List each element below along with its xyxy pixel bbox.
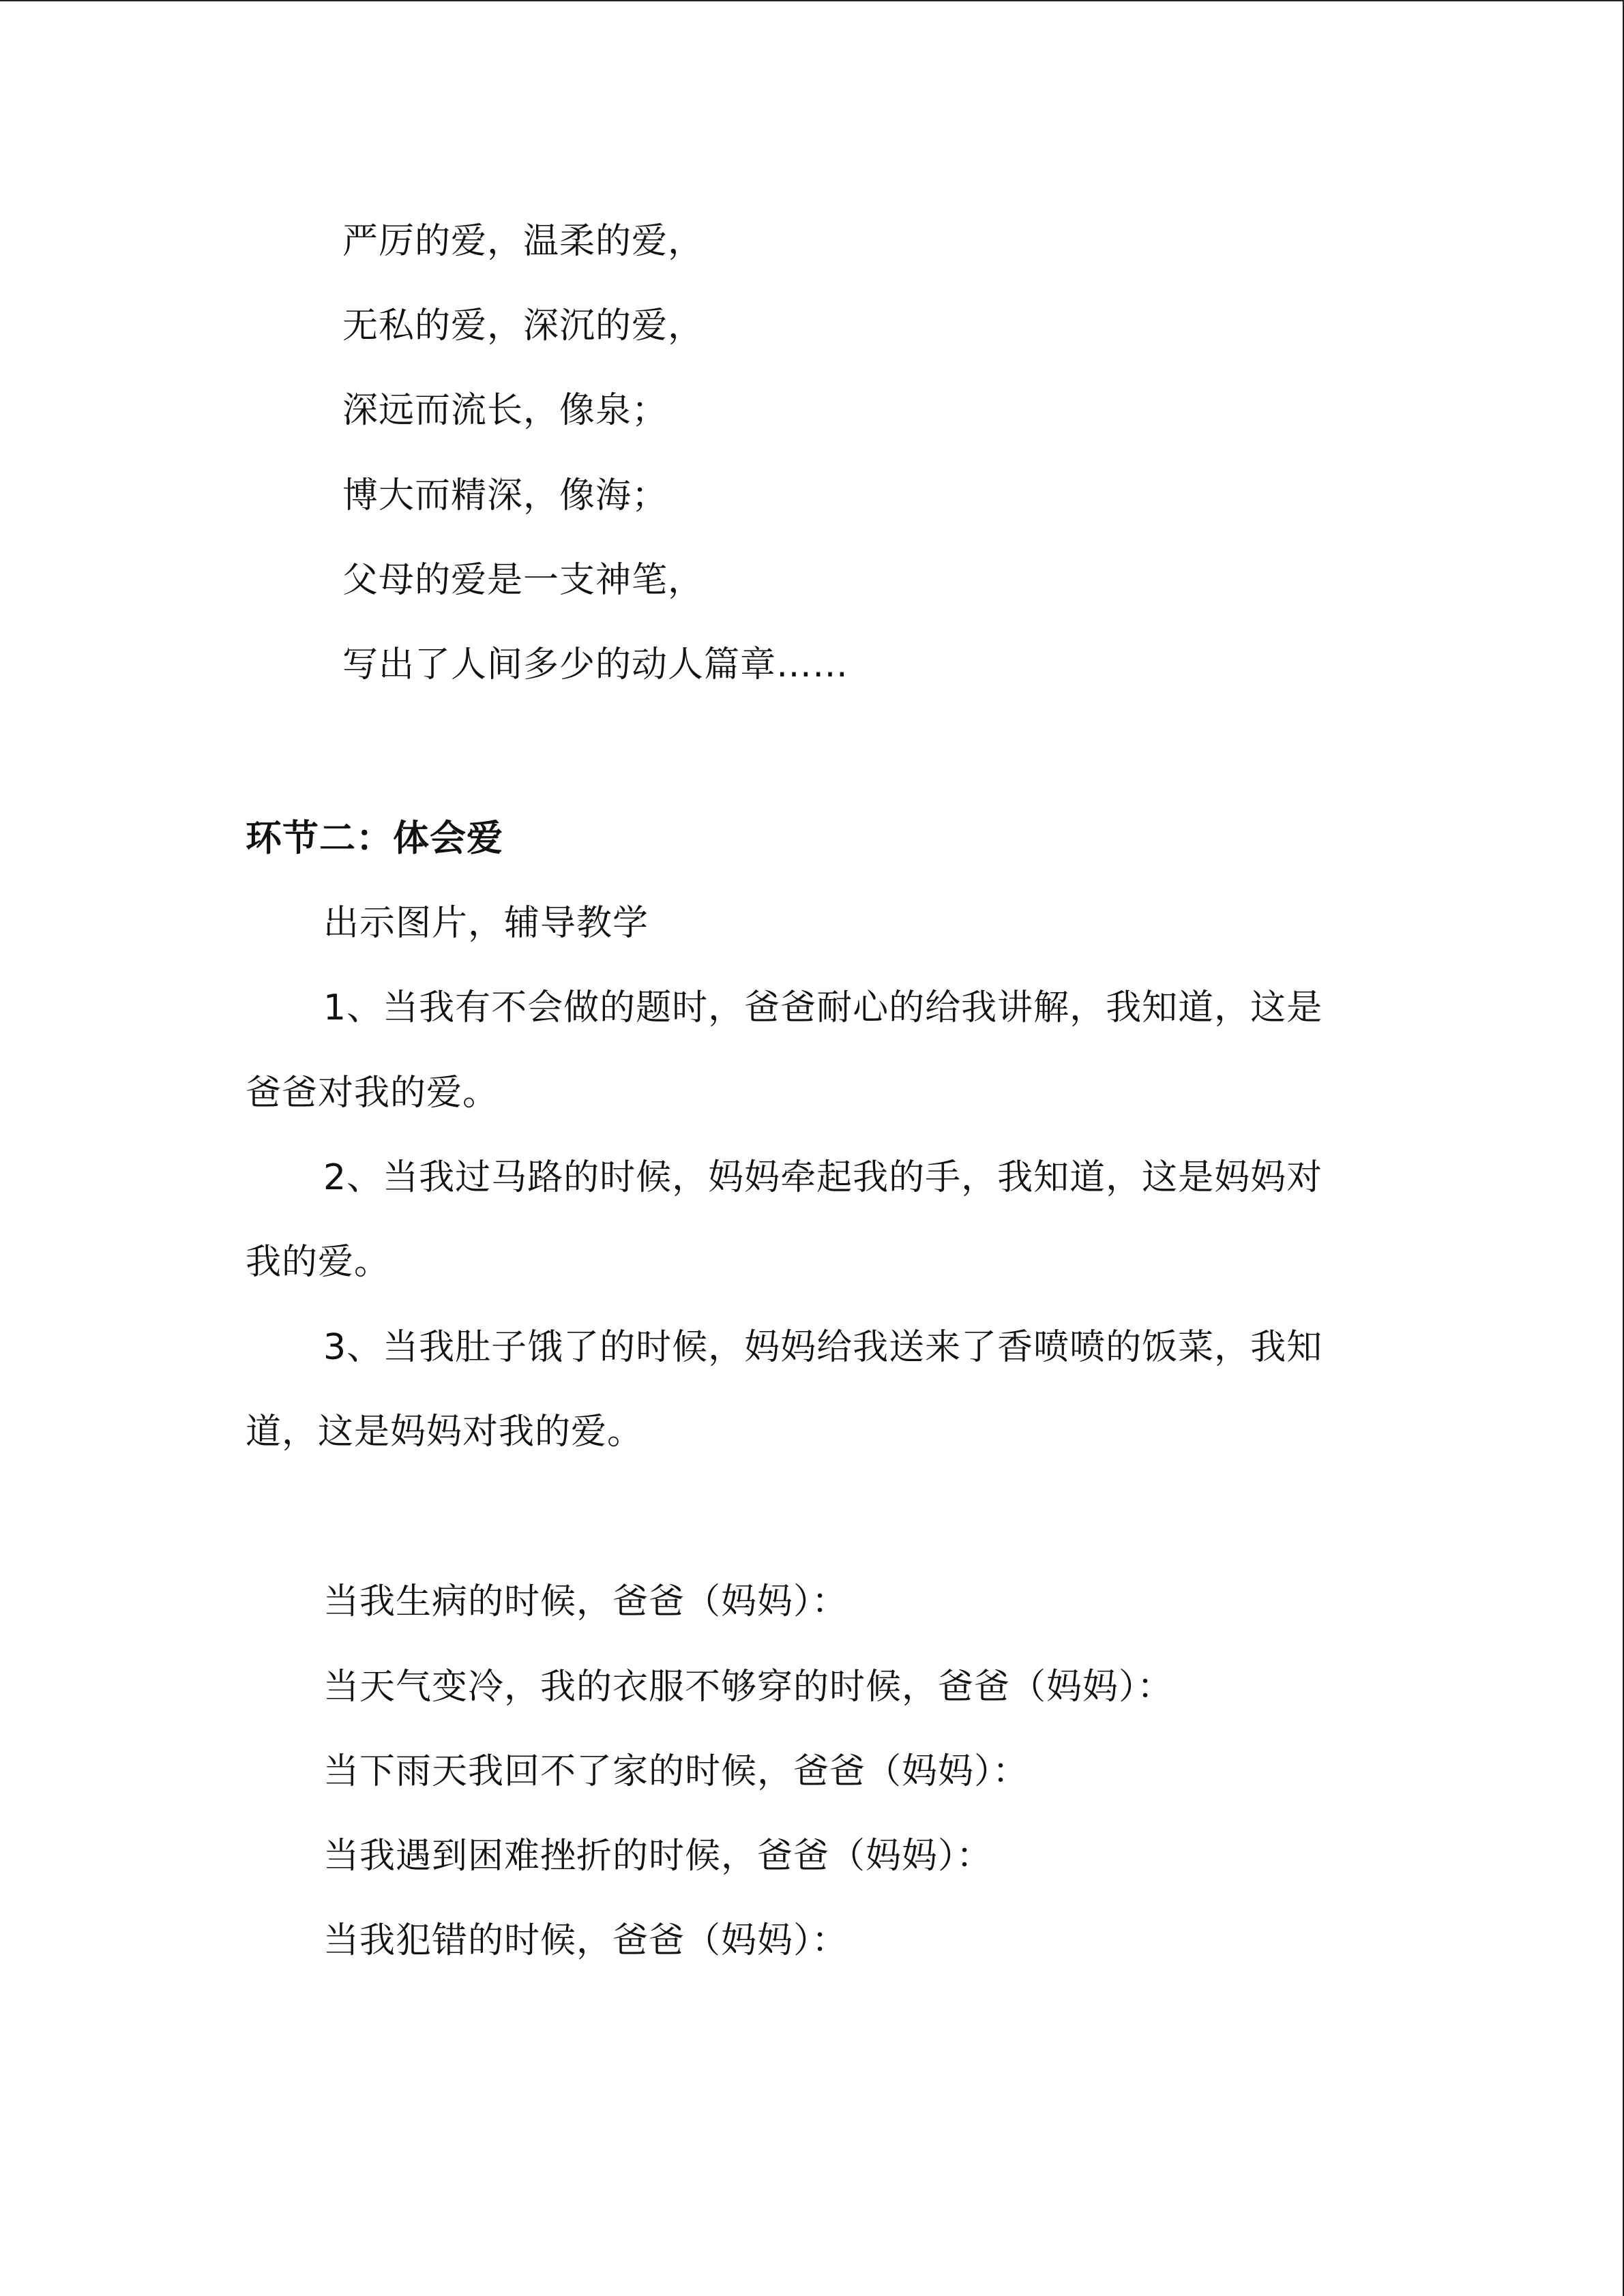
- poem-line: 父母的爱是一支神笔，: [342, 560, 705, 601]
- poem-line: 无私的爱，深沉的爱，: [342, 305, 705, 346]
- prompt-line: 当天气变冷，我的衣服不够穿的时候，爸爸（妈妈）：: [323, 1667, 1174, 1708]
- prompt-line: 当我犯错的时候，爸爸（妈妈）：: [323, 1920, 848, 1961]
- numbered-paragraph-line: 爸爸对我的爱。: [246, 1073, 499, 1114]
- poem-line: 深远而流长，像泉；: [342, 390, 668, 431]
- numbered-paragraph-line: 道，这是妈妈对我的爱。: [246, 1412, 644, 1452]
- section-heading: 环节二：体会爱: [246, 818, 503, 859]
- prompt-line: 当我遇到困难挫折的时候，爸爸（妈妈）：: [323, 1836, 993, 1877]
- numbered-paragraph-line: 3、当我肚子饿了的时候，妈妈给我送来了香喷喷的饭菜，我知: [323, 1327, 1323, 1368]
- poem-line: 严厉的爱，温柔的爱，: [342, 221, 705, 262]
- numbered-paragraph-line: 我的爱。: [246, 1242, 391, 1283]
- poem-line: 博大而精深，像海；: [342, 475, 668, 516]
- poem-line: 写出了人间多少的动人篇章……: [342, 644, 849, 685]
- numbered-paragraph-line: 2、当我过马路的时候，妈妈牵起我的手，我知道，这是妈妈对: [323, 1157, 1323, 1198]
- intro-text: 出示图片，辅导教学: [323, 903, 649, 944]
- prompt-line: 当我生病的时候，爸爸（妈妈）：: [323, 1581, 848, 1622]
- numbered-paragraph-line: 1、当我有不会做的题时，爸爸耐心的给我讲解，我知道，这是: [323, 987, 1323, 1028]
- prompt-line: 当下雨天我回不了家的时候，爸爸（妈妈）：: [323, 1751, 1029, 1792]
